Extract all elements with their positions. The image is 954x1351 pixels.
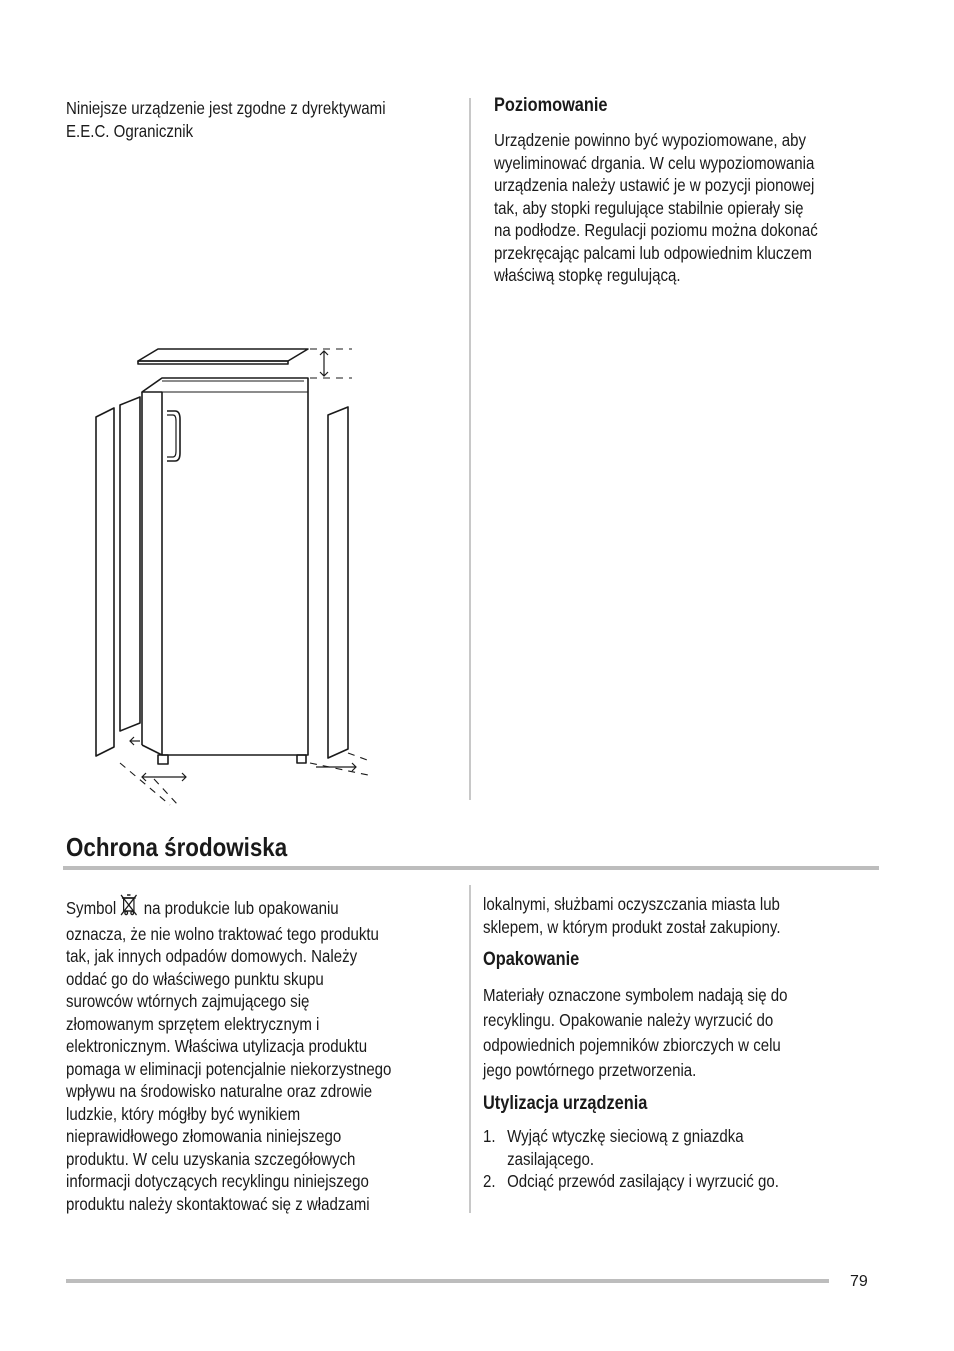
packaging-paragraph <box>483 983 788 1083</box>
environment-symbol-word: Symbol <box>66 898 117 918</box>
heading-rule <box>63 866 879 870</box>
disposal-list <box>483 1125 779 1193</box>
list-item-text: zasilającego. <box>507 1148 595 1169</box>
continuation-line-2: sklepem, w którym produkt został zakupiony. <box>483 916 781 937</box>
right-panel <box>328 407 348 758</box>
packaging-heading: Opakowanie <box>483 949 580 970</box>
foot-left <box>158 755 168 764</box>
handle-shape <box>167 411 180 461</box>
environment-line-14: produktu należy skontaktować się z władzami <box>66 1193 370 1214</box>
environment-line-11: nieprawidłowego złomowania niniejszego <box>66 1126 342 1146</box>
top-panel-shape <box>138 349 308 361</box>
leveling-heading: Poziomowanie <box>494 95 608 116</box>
environment-first-line <box>66 893 391 923</box>
appliance-body-shape <box>142 378 308 755</box>
column-divider-bottom <box>469 885 471 1213</box>
crossed-out-wheelie-bin-icon <box>120 893 139 923</box>
environment-line-13: informacji dotyczących recyklingu niniejszego <box>66 1171 369 1191</box>
footer-rule <box>66 1279 829 1283</box>
continuation-line-1: lokalnymi, służbami oczyszczania miasta lub <box>483 894 780 914</box>
environment-line-5: surowców wtórnych zajmującego się <box>66 991 310 1011</box>
intro-line-1: Niniejsze urządzenie jest zgodne z dyrektywami <box>66 98 386 118</box>
list-item-continuation <box>483 1148 779 1171</box>
environment-line-12: produktu. W celu uzyskania szczegółowych <box>66 1148 356 1169</box>
packaging-line-1: Materiały oznaczone symbolem nadają się do <box>483 985 788 1005</box>
leveling-paragraph <box>494 129 818 287</box>
list-item <box>483 1125 779 1148</box>
environment-line-7: elektronicznym. Właściwa utylizacja produktu <box>66 1036 368 1056</box>
leveling-line-4: tak, aby stopki regulujące stabilnie opierały się <box>494 197 804 218</box>
environment-paragraph <box>66 893 391 1215</box>
foot-right <box>297 755 306 763</box>
packaging-line-3: odpowiednich pojemników zbiorczych w celu <box>483 1035 781 1055</box>
leveling-line-2: wyeliminować drgania. W celu wypoziomowania <box>494 152 815 173</box>
leveling-line-1: Urządzenie powinno być wypoziomowane, aby <box>494 130 807 150</box>
disposal-heading: Utylizacja urządzenia <box>483 1093 648 1114</box>
list-item-number: 2. <box>483 1171 496 1191</box>
environment-line-3: tak, jak innych odpadów domowych. Należy <box>66 946 358 966</box>
leveling-line-6: przekręcając palcami lub odpowiednim kluczem <box>494 242 812 263</box>
appliance-installation-diagram <box>60 335 390 815</box>
packaging-line-4: jego powtórnego przetworzenia. <box>483 1060 697 1080</box>
leveling-line-3: urządzenia należy ustawić je w pozycji pionowej <box>494 175 815 195</box>
environment-line-8: pomaga w eliminacji potencjalnie niekorzystnego <box>66 1058 392 1079</box>
list-item-text: Odciąć przewód zasilający i wyrzucić go. <box>507 1171 779 1191</box>
leveling-line-7: właściwą stopkę regulującą. <box>494 265 681 285</box>
list-item-text: Wyjąć wtyczkę sieciową z gniazdka <box>507 1126 744 1146</box>
environment-line-6: złomowanym sprzętem elektrycznym i <box>66 1013 320 1034</box>
left-inner-panel <box>120 397 140 731</box>
top-panel-edge <box>138 361 288 364</box>
column-divider-top <box>469 98 471 800</box>
environment-line-10: ludzkie, który mógłby być wynikiem <box>66 1103 301 1124</box>
environment-line-2: oznacza, że nie wolno traktować tego produktu <box>66 923 379 944</box>
environment-line-9: wpływu na środowisko naturalne oraz zdrowie <box>66 1081 373 1101</box>
list-item <box>483 1170 779 1193</box>
intro-paragraph <box>66 97 386 142</box>
page-number: 79 <box>850 1273 868 1290</box>
intro-line-2: E.E.C. Ogranicznik <box>66 120 194 141</box>
environment-line-4: oddać go do właściwego punktu skupu <box>66 968 324 989</box>
leveling-line-5: na podłodze. Regulacji poziomu można dokonać <box>494 220 818 240</box>
packaging-line-2: recyklingu. Opakowanie należy wyrzucić do <box>483 1010 774 1030</box>
environment-continuation <box>483 893 781 938</box>
environment-heading: Ochrona środowiska <box>66 832 288 862</box>
environment-first-line-end: na produkcie lub opakowaniu <box>143 898 339 918</box>
list-item-number: 1. <box>483 1126 496 1146</box>
left-outer-panel <box>96 408 114 756</box>
